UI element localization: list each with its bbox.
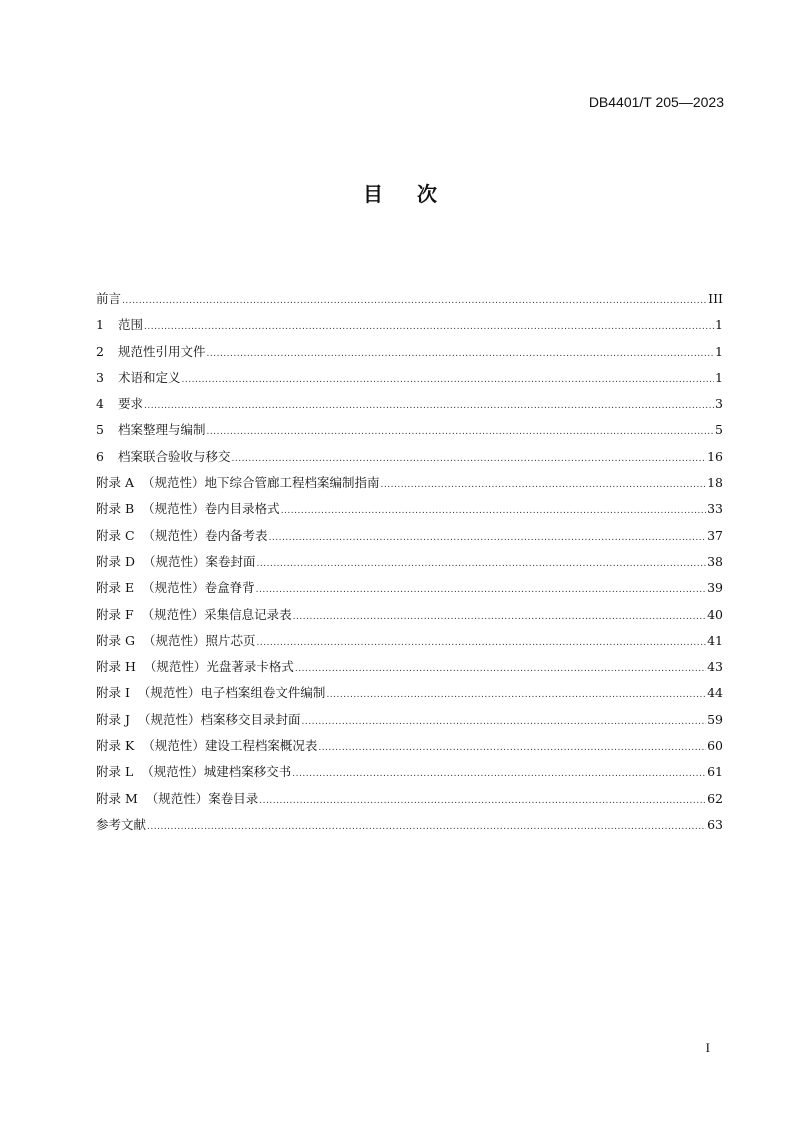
toc-entry[interactable] bbox=[96, 736, 723, 762]
toc-entry[interactable] bbox=[96, 394, 723, 420]
toc-entry-page: 59 bbox=[707, 711, 723, 727]
standard-number: DB4401/T 205—2023 bbox=[588, 94, 724, 110]
toc-entry[interactable] bbox=[96, 499, 723, 525]
toc-entry[interactable] bbox=[96, 815, 723, 841]
toc-entry-number: 附录 B bbox=[96, 501, 135, 517]
dot-leader bbox=[259, 796, 706, 806]
toc-entry-label bbox=[96, 605, 292, 623]
toc-entry-title: （规范性）案卷封面 bbox=[143, 553, 256, 569]
page-title: 目次 bbox=[363, 182, 471, 206]
toc-entry-page: 43 bbox=[707, 659, 723, 675]
toc-entry[interactable] bbox=[96, 473, 723, 499]
toc-entry-label bbox=[96, 368, 181, 386]
toc-entry-title: 档案整理与编制 bbox=[118, 422, 206, 438]
toc-entry-title: （规范性）档案移交目录封面 bbox=[138, 711, 301, 727]
toc-entry-number: 附录 G bbox=[96, 632, 135, 648]
toc-entry[interactable] bbox=[96, 526, 723, 552]
toc-entry-label bbox=[96, 526, 268, 544]
toc-entry-title: （规范性）电子档案组卷文件编制 bbox=[137, 685, 326, 701]
toc-entry-page: 60 bbox=[707, 738, 723, 754]
toc-entry-number: 6 bbox=[96, 448, 104, 464]
toc-entry[interactable] bbox=[96, 552, 723, 578]
dot-leader bbox=[292, 769, 706, 779]
dot-leader bbox=[257, 559, 707, 569]
toc-entry-title: 范围 bbox=[118, 317, 144, 333]
toc-entry-page: 41 bbox=[707, 632, 723, 648]
toc-entry-title: （规范性）卷内目录格式 bbox=[142, 501, 280, 517]
toc-entry-label bbox=[96, 420, 206, 438]
toc-entry[interactable] bbox=[96, 710, 723, 736]
toc-entry-label bbox=[96, 342, 206, 360]
dot-leader bbox=[122, 296, 707, 306]
toc-entry-label bbox=[96, 657, 294, 675]
toc-entry-title: 参考文献 bbox=[96, 816, 147, 832]
toc-entry-page: 44 bbox=[707, 685, 723, 701]
toc-entry-page: 1 bbox=[715, 343, 723, 359]
dot-leader bbox=[144, 401, 714, 411]
toc-entry-number: 4 bbox=[96, 396, 104, 412]
toc-entry-number: 附录 L bbox=[96, 764, 134, 780]
toc-entry-number: 3 bbox=[96, 369, 104, 385]
toc-entry-number: 附录 H bbox=[96, 659, 136, 675]
toc-entry-page: 62 bbox=[707, 790, 723, 806]
dot-leader bbox=[293, 612, 706, 622]
toc-entry-number: 附录 A bbox=[96, 475, 135, 491]
toc-entry-label bbox=[96, 578, 255, 596]
toc-entry-label bbox=[96, 631, 255, 649]
toc-entry-label bbox=[96, 394, 143, 412]
toc-entry-page: III bbox=[708, 291, 723, 306]
toc-entry-title: 要求 bbox=[118, 396, 144, 412]
toc-entry-page: 18 bbox=[707, 475, 723, 491]
toc-entry-page: 16 bbox=[707, 448, 723, 464]
toc-entry-title: （规范性）光盘著录卡格式 bbox=[143, 659, 294, 675]
dot-leader bbox=[256, 585, 706, 595]
toc-entry[interactable] bbox=[96, 420, 723, 446]
dot-leader bbox=[326, 690, 706, 700]
toc-entry-label bbox=[96, 736, 317, 754]
toc-entry-label bbox=[96, 815, 146, 833]
toc-entry-label bbox=[96, 789, 258, 807]
dot-leader bbox=[256, 638, 706, 648]
toc-entry-label bbox=[96, 762, 291, 780]
toc-entry-title: （规范性）卷盒脊背 bbox=[142, 580, 255, 596]
toc-entry-page: 39 bbox=[707, 580, 723, 596]
dot-leader bbox=[207, 427, 715, 437]
toc-entry-title: （规范性）城建档案移交书 bbox=[141, 764, 292, 780]
dot-leader bbox=[144, 322, 714, 332]
dot-leader bbox=[381, 480, 707, 490]
toc-entry-label bbox=[96, 315, 143, 333]
toc-entry-title: 规范性引用文件 bbox=[118, 343, 206, 359]
toc-entry-number: 1 bbox=[96, 317, 104, 333]
toc-entry[interactable] bbox=[96, 447, 723, 473]
toc-entry[interactable] bbox=[96, 315, 723, 341]
toc-entry-title: （规范性）地下综合管廊工程档案编制指南 bbox=[142, 475, 380, 491]
toc-entry-number: 附录 M bbox=[96, 790, 138, 806]
toc-entry-number: 附录 D bbox=[96, 553, 135, 569]
toc-entry[interactable] bbox=[96, 683, 723, 709]
toc-entry[interactable] bbox=[96, 289, 723, 315]
toc-entry[interactable] bbox=[96, 368, 723, 394]
dot-leader bbox=[295, 664, 706, 674]
toc-entry[interactable] bbox=[96, 605, 723, 631]
dot-leader bbox=[182, 375, 715, 385]
toc-entry[interactable] bbox=[96, 342, 723, 368]
toc-entry[interactable] bbox=[96, 657, 723, 683]
dot-leader bbox=[232, 454, 707, 464]
toc-entry-page: 33 bbox=[707, 501, 723, 517]
toc-entry-label bbox=[96, 499, 280, 517]
toc-entry-label bbox=[96, 710, 301, 728]
toc-entry-number: 2 bbox=[96, 343, 104, 359]
dot-leader bbox=[269, 533, 707, 543]
toc-entry-page: 3 bbox=[715, 396, 723, 412]
toc-entry-number: 5 bbox=[96, 422, 104, 438]
toc-entry-page: 5 bbox=[715, 422, 723, 438]
toc-entry-label bbox=[96, 289, 121, 307]
toc-entry-page: 37 bbox=[707, 527, 723, 543]
toc-entry-page: 63 bbox=[707, 816, 723, 832]
toc-entry-title: （规范性）采集信息记录表 bbox=[141, 606, 292, 622]
toc-entry-page: 1 bbox=[715, 369, 723, 385]
toc-entry-page: 1 bbox=[715, 317, 723, 333]
toc-entry-title: （规范性）案卷目录 bbox=[145, 790, 259, 806]
toc-entry-title: 档案联合验收与移交 bbox=[118, 448, 231, 464]
toc-entry-number: 附录 C bbox=[96, 527, 135, 543]
toc-entry-label bbox=[96, 473, 380, 491]
dot-leader bbox=[302, 717, 707, 727]
toc-entry-number: 附录 J bbox=[96, 711, 130, 727]
toc-entry-title: （规范性）卷内备考表 bbox=[142, 527, 268, 543]
toc-entry[interactable] bbox=[96, 631, 723, 657]
table-of-contents bbox=[96, 289, 723, 841]
toc-entry-title: （规范性）照片芯页 bbox=[142, 632, 256, 648]
toc-entry-number: 附录 F bbox=[96, 606, 134, 622]
dot-leader bbox=[147, 822, 706, 832]
toc-entry-label bbox=[96, 552, 256, 570]
dot-leader bbox=[207, 349, 715, 359]
toc-entry-title: 前言 bbox=[96, 291, 122, 306]
dot-leader bbox=[318, 743, 706, 753]
toc-entry[interactable] bbox=[96, 762, 723, 788]
toc-entry[interactable] bbox=[96, 578, 723, 604]
toc-entry-label bbox=[96, 447, 231, 465]
toc-entry-page: 61 bbox=[707, 764, 723, 780]
toc-entry-number: 附录 I bbox=[96, 685, 130, 701]
toc-entry-number: 附录 K bbox=[96, 738, 135, 754]
toc-entry-title: （规范性）建设工程档案概况表 bbox=[142, 738, 318, 754]
toc-entry-number: 附录 E bbox=[96, 580, 135, 596]
page-number: I bbox=[705, 1040, 710, 1055]
toc-entry[interactable] bbox=[96, 789, 723, 815]
toc-entry-title: 术语和定义 bbox=[118, 369, 181, 385]
toc-entry-page: 40 bbox=[707, 606, 723, 622]
dot-leader bbox=[281, 506, 706, 516]
toc-entry-label bbox=[96, 683, 325, 701]
toc-entry-page: 38 bbox=[707, 553, 723, 569]
